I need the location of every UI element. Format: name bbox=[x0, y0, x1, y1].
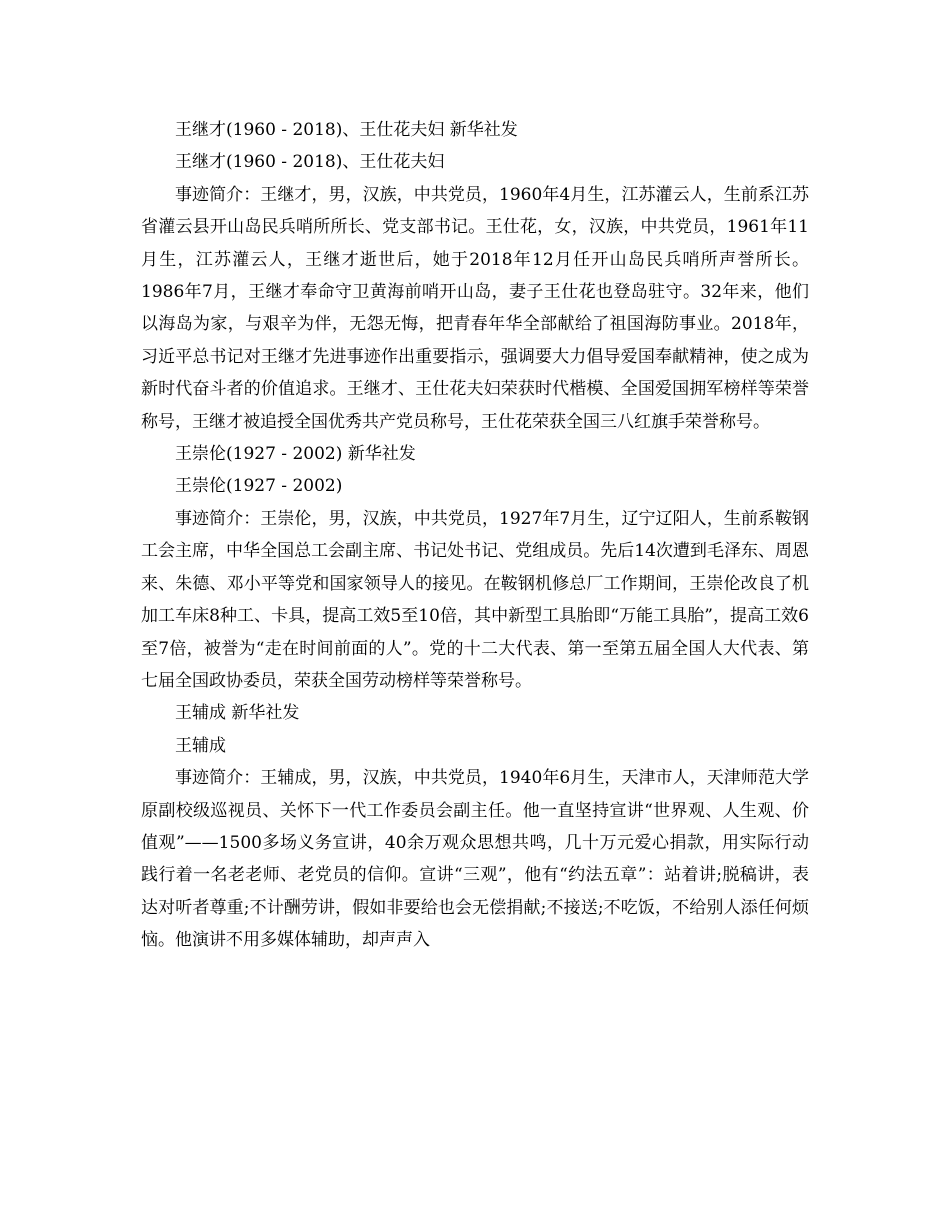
paragraph-2-name: 王继才(1960 - 2018)、王仕花夫妇 bbox=[175, 152, 445, 173]
paragraph-4-caption: 王崇伦(1927 - 2002) 新华社发 bbox=[175, 444, 416, 465]
paragraph-7-caption: 王辅成 新华社发 bbox=[175, 703, 300, 724]
paragraph-1-caption: 王继才(1960 - 2018)、王仕花夫妇 新华社发 bbox=[175, 120, 518, 140]
paragraph-6-biography: 事迹简介：王崇伦，男，汉族，中共党员，1927年7月生，辽宁辽阳人，生前系鞍钢工会主席，中华全国总工会副主席、书记处书记、党组成员。先后14次遭到毛泽东、周恩来、朱德、邓小平等党和国家领导人的接见。在鞍钢机修总厂工作期间，王崇伦改良了机加工车床8种工、卡具，提高工效5至10倍，其中新型工具胎即“万能工具胎”，提高工效6至7倍，被誉为“走在时间前面的人”。党的十二大代表、第一至第五届全国人大代表、第七届全国政协委员，荣获全国劳动榜样等荣誉称号。 bbox=[141, 508, 809, 691]
paragraph-8-name: 王辅成 bbox=[175, 735, 226, 756]
document-body bbox=[141, 114, 809, 957]
paragraph-9-biography: 事迹简介：王辅成，男，汉族，中共党员，1940年6月生，天津市人，天津师范大学原副校级巡视员、关怀下一代工作委员会副主任。他一直坚持宣讲“世界观、人生观、价值观”——1500多场义务宣讲，40余万观众思想共鸣，几十万元爱心捐款，用实际行动践行着一名老老师、老党员的信仰。宣讲“三观”，他有“约法五章”：站着讲;脱稿讲，表达对听者尊重;不计酬劳讲，假如非要给也会无偿捐献;不接送;不吃饭，不给别人添任何烦恼。他演讲不用多媒体辅助，却声声入 bbox=[141, 768, 809, 951]
paragraph-3-biography: 事迹简介：王继才，男，汉族，中共党员，1960年4月生，江苏灌云人，生前系江苏省灌云县开山岛民兵哨所所长、党支部书记。王仕花，女，汉族，中共党员，1961年11月生，江苏灌云人，王继才逝世后，她于2018年12月任开山岛民兵哨所声誉所长。1986年7月，王继才奉命守卫黄海前哨开山岛，妻子王仕花也登岛驻守。32年来，他们以海岛为家，与艰辛为伴，无怨无悔，把青春年华全部献给了祖国海防事业。2018年，习近平总书记对王继才先进事迹作出重要指示，强调要大力倡导爱国奉献精神，使之成为新时代奋斗者的价值追求。王继才、王仕花夫妇荣获时代楷模、全国爱国拥军榜样等荣誉称号，王继才被追授全国优秀共产党员称号，王仕花荣获全国三八红旗手荣誉称号。 bbox=[141, 184, 809, 432]
paragraph-5-name: 王崇伦(1927 - 2002) bbox=[175, 476, 343, 497]
